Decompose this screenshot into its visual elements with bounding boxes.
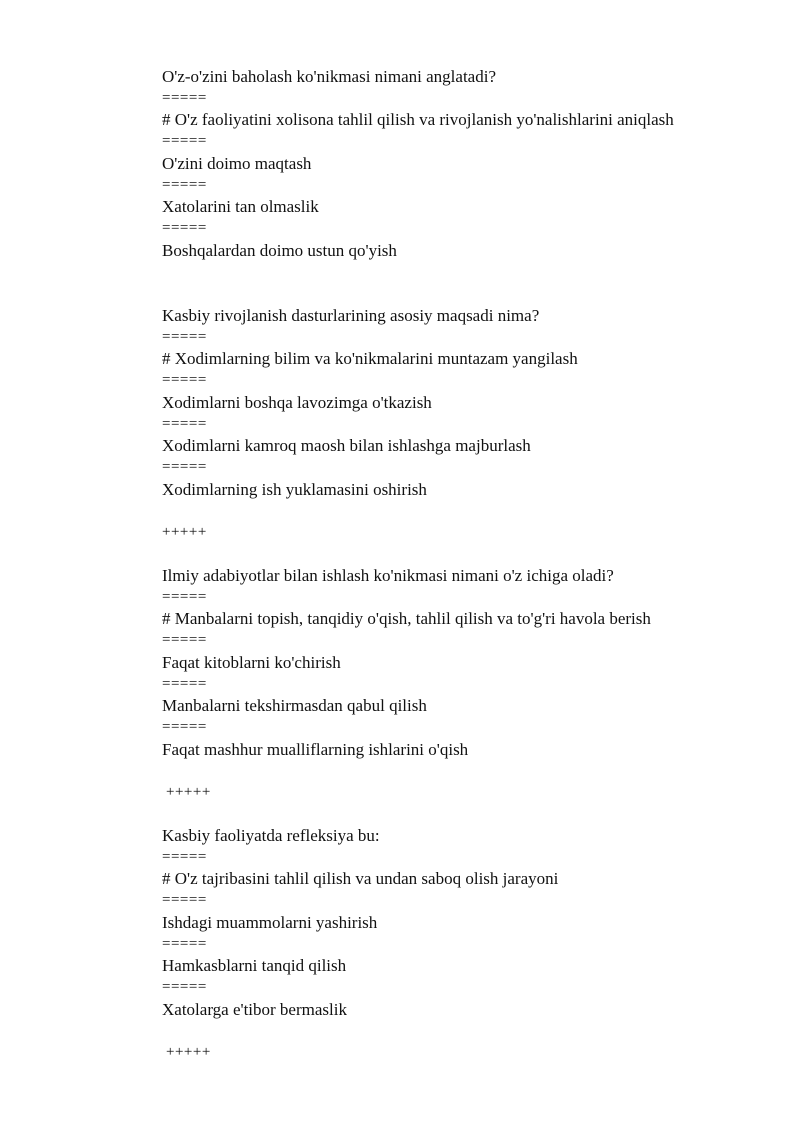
correct-answer: # O'z tajribasini tahlil qilish va undan saboq olish jarayoni: [162, 869, 559, 889]
question-text: Ilmiy adabiyotlar bilan ishlash ko'nikmasi nimani o'z ichiga oladi?: [162, 566, 614, 585]
wrong-answer: Manbalarni tekshirmasdan qabul qilish: [162, 696, 427, 716]
question-text: O'z-o'zini baholash ko'nikmasi nimani anglatadi?: [162, 67, 496, 86]
correct-answer: # Manbalarni topish, tanqidiy o'qish, tahlil qilish va to'g'ri havola berish: [162, 609, 651, 629]
separator: =====: [162, 219, 207, 236]
separator: =====: [162, 632, 207, 649]
wrong-answer: Xodimlarni boshqa lavozimga o'tkazish: [162, 392, 432, 412]
separator: =====: [162, 133, 207, 150]
end-marker: +++++: [166, 1044, 211, 1060]
wrong-answer: Xodimlarning ish yuklamasini oshirish: [162, 479, 427, 499]
correct-answer: # O'z faoliyatini xolisona tahlil qilish va rivojlanish yo'nalishlarini aniqlash: [162, 110, 674, 130]
wrong-answer: Xodimlarni kamroq maosh bilan ishlashga majburlash: [162, 436, 531, 456]
wrong-answer: O'zini doimo maqtash: [162, 153, 312, 173]
question-text: Kasbiy faoliyatda refleksiya bu:: [162, 826, 380, 845]
wrong-answer: Ishdagi muammolarni yashirish: [162, 912, 378, 932]
separator: =====: [162, 978, 207, 995]
separator: =====: [162, 718, 207, 735]
end-marker: +++++: [162, 524, 207, 540]
question-text: Kasbiy rivojlanish dasturlarining asosiy maqsadi nima?: [162, 306, 540, 325]
wrong-answer: Faqat kitoblarni ko'chirish: [162, 652, 341, 672]
separator: =====: [162, 935, 207, 952]
end-marker: +++++: [166, 784, 211, 800]
separator: =====: [162, 89, 207, 106]
question-block-3: [162, 565, 782, 760]
wrong-answer: Boshqalardan doimo ustun qo'yish: [162, 240, 397, 260]
separator: =====: [162, 675, 207, 692]
correct-answer: # Xodimlarning bilim va ko'nikmalarini muntazam yangilash: [162, 349, 578, 369]
wrong-answer: Hamkasblarni tanqid qilish: [162, 956, 347, 976]
wrong-answer: Xatolarga e'tibor bermaslik: [162, 999, 347, 1019]
separator: =====: [162, 328, 207, 345]
separator: =====: [162, 848, 207, 865]
separator: =====: [162, 372, 207, 389]
question-block-2: [162, 305, 782, 500]
separator: =====: [162, 892, 207, 909]
wrong-answer: Xatolarini tan olmaslik: [162, 197, 319, 217]
question-block-4: [162, 825, 782, 1020]
separator: =====: [162, 588, 207, 605]
separator: =====: [162, 415, 207, 432]
separator: =====: [162, 176, 207, 193]
question-block-1: [162, 66, 782, 261]
wrong-answer: Faqat mashhur mualliflarning ishlarini o'qish: [162, 739, 469, 759]
separator: =====: [162, 458, 207, 475]
